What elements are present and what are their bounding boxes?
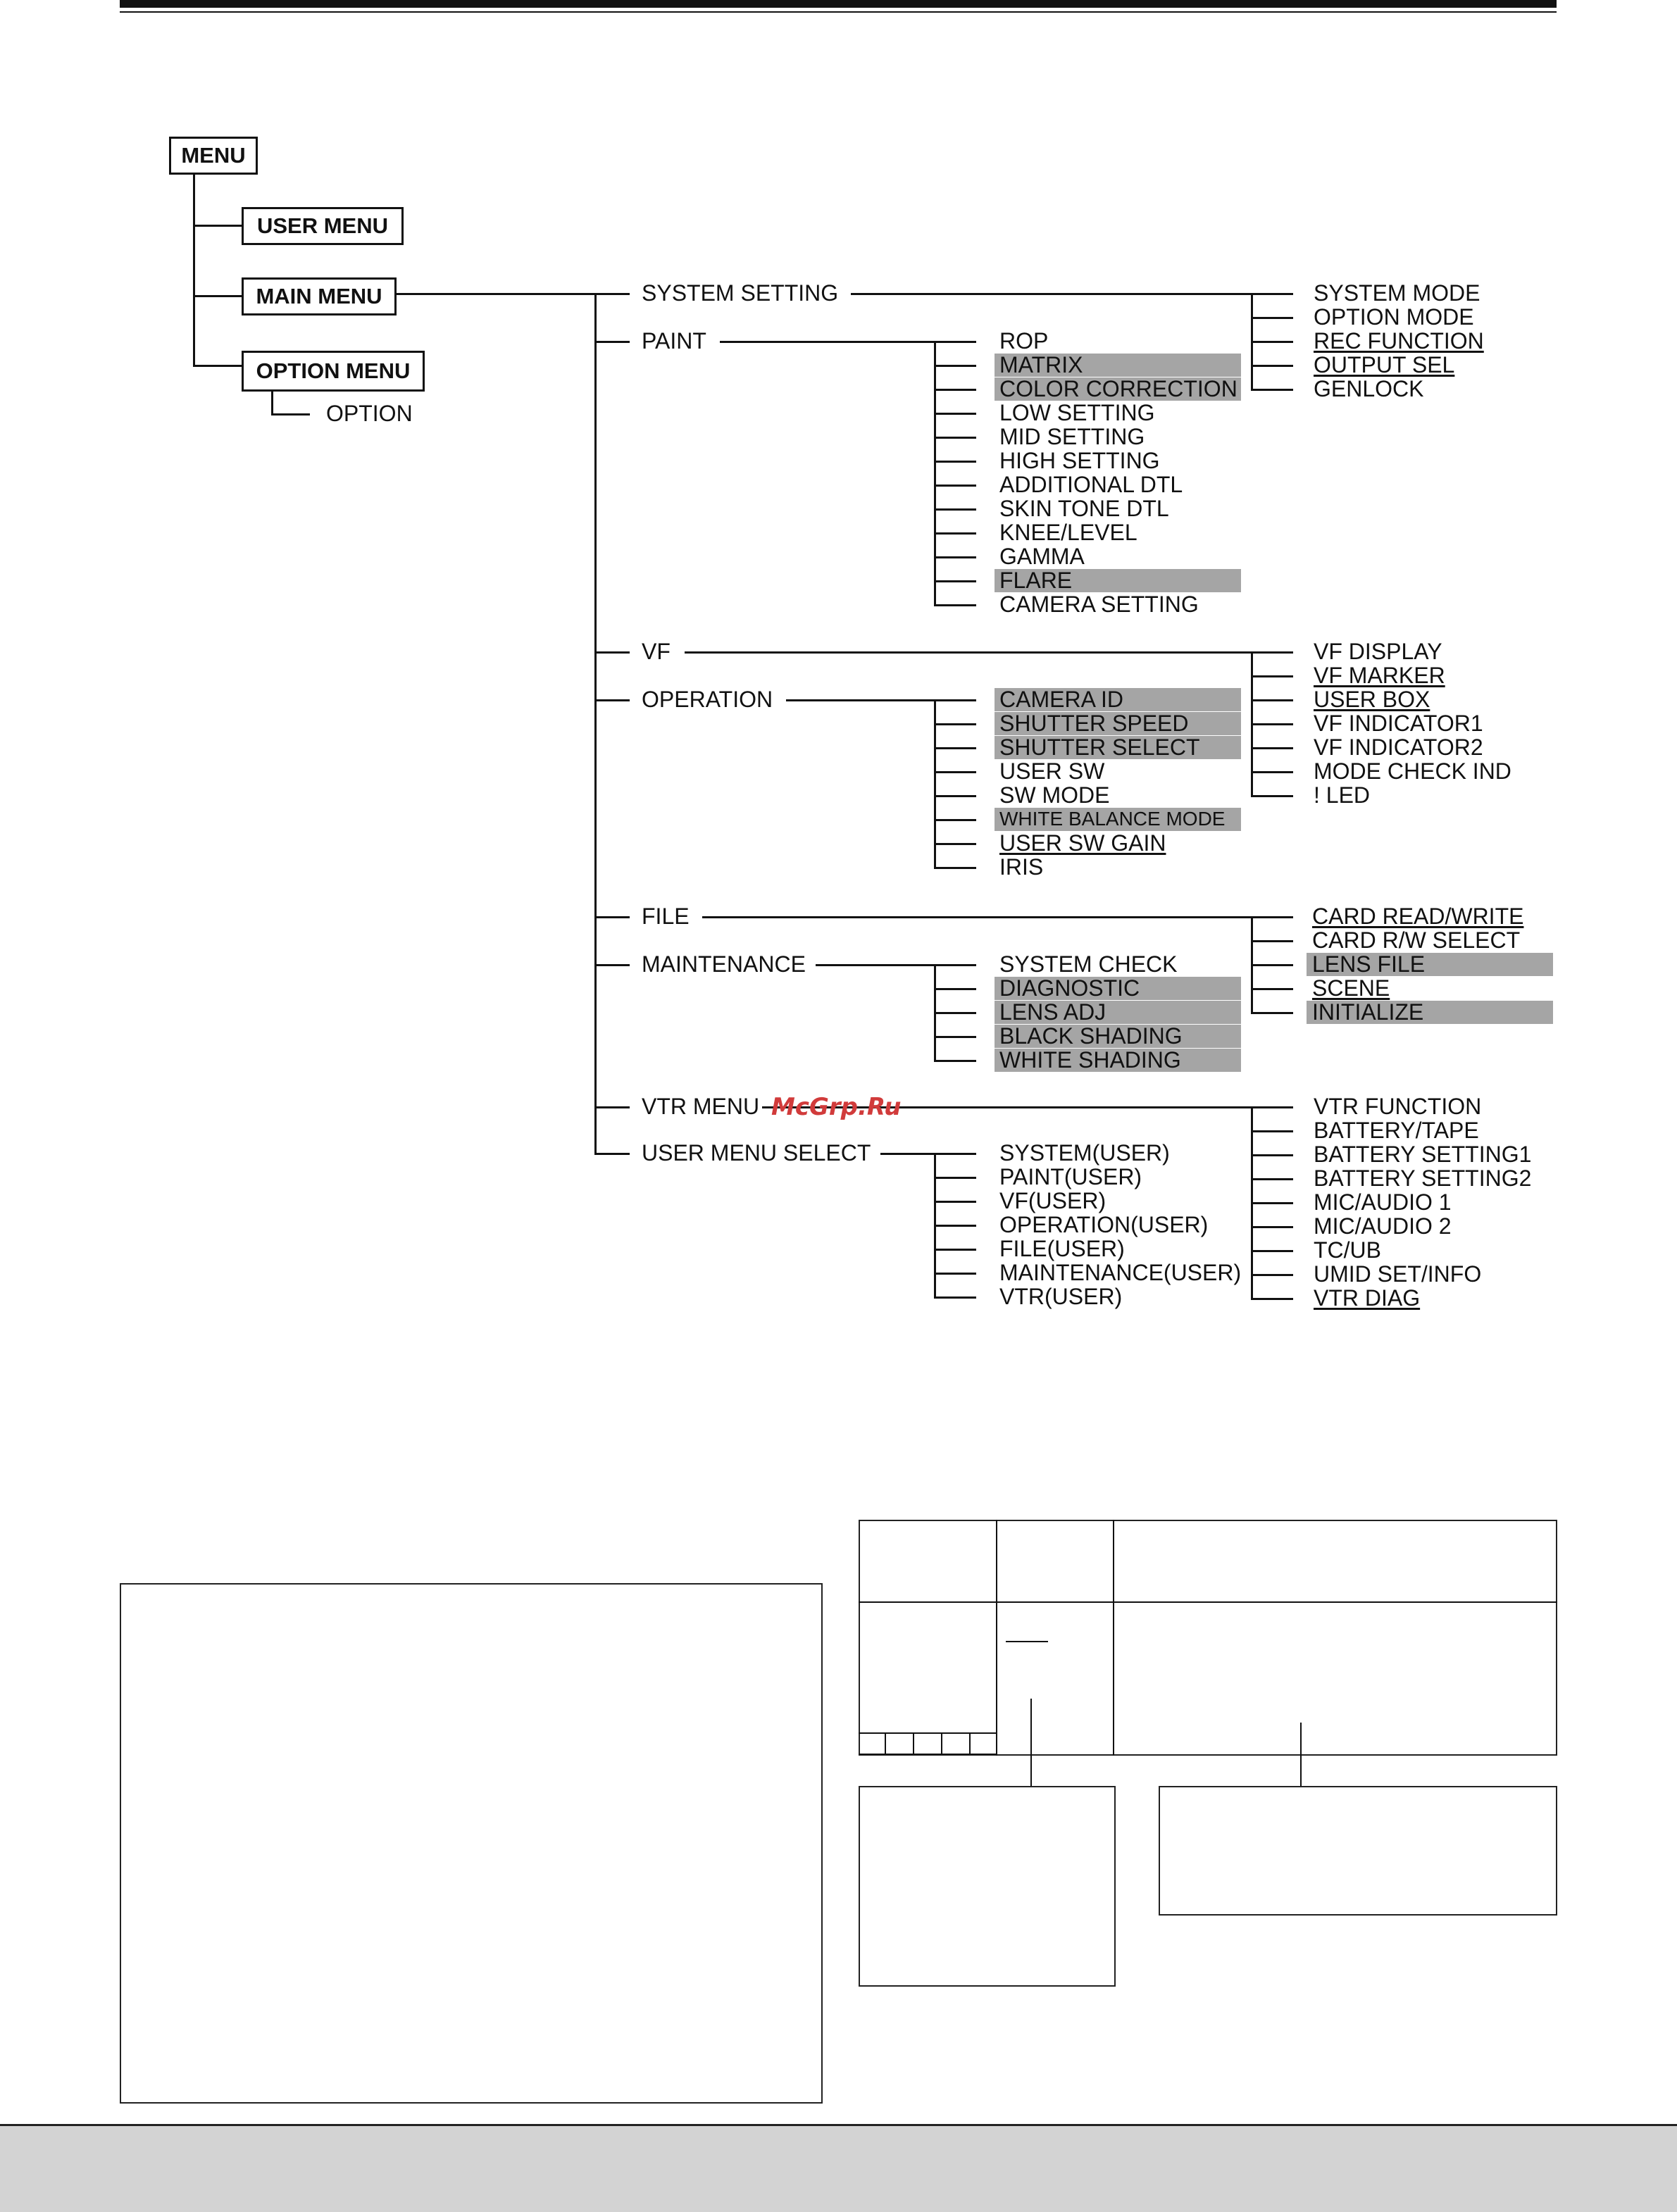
vtr-sub-tick [1251,1226,1293,1228]
vf-sub-item[interactable]: VF MARKER [1314,663,1445,688]
vtr-sub-item[interactable]: BATTERY SETTING1 [1314,1142,1532,1167]
vf-sub-tick [1251,795,1293,797]
paint-sub-tick [934,485,976,487]
vtr-sub-item[interactable]: BATTERY/TAPE [1314,1118,1479,1143]
paint-sub-item[interactable]: COLOR CORRECTION [999,376,1238,401]
note-box [120,1583,823,2104]
user-select-sub-item[interactable]: OPERATION(USER) [999,1212,1209,1237]
operation-sub-tick [934,795,976,797]
maintenance-sub-tick [934,1060,976,1062]
paint-sub-bracket [934,341,936,606]
operation-sub-item[interactable]: WHITE BALANCE MODE [999,808,1226,830]
user-select-sub-item[interactable]: SYSTEM(USER) [999,1140,1170,1166]
system-sub-item[interactable]: OPTION MODE [1314,304,1474,330]
file-sub-item[interactable]: CARD R/W SELECT [1312,927,1521,953]
file-sub-tick [1251,964,1293,966]
table-frame [859,1520,1557,1756]
vtr-sub-tick [1251,1130,1293,1132]
paint-sub-tick [934,461,976,463]
user-select-sub-item[interactable]: VTR(USER) [999,1284,1123,1309]
operation-sub-item[interactable]: USER SW [999,758,1105,784]
paint-sub-item[interactable]: CAMERA SETTING [999,592,1199,617]
system-sub-item[interactable]: SYSTEM MODE [1314,280,1480,306]
user-select-sub-tick [934,1153,976,1155]
option-menu-box[interactable]: OPTION MENU [242,351,425,392]
system-sub-tick [1251,389,1293,391]
system-sub-tick [1251,365,1293,367]
maintenance-sub-item[interactable]: WHITE SHADING [999,1047,1181,1073]
file-sub-item[interactable]: LENS FILE [1312,951,1426,977]
vf-sub-item[interactable]: ! LED [1314,782,1371,808]
vf-sub-tick [1251,747,1293,749]
top-rule [120,0,1557,8]
operation-sub-tick [934,699,976,701]
user-select-sub-tick [934,1225,976,1227]
main-item-maintenance[interactable]: MAINTENANCE [642,951,806,977]
paint-sub-item[interactable]: GAMMA [999,544,1085,569]
callout-box-right [1159,1786,1557,1916]
vtr-sub-item[interactable]: MIC/AUDIO 2 [1314,1213,1452,1239]
main-item-operation[interactable]: OPERATION [642,687,773,712]
operation-sub-item[interactable]: CAMERA ID [999,687,1124,712]
file-sub-item[interactable]: SCENE [1312,975,1390,1001]
vtr-sub-tick [1251,1178,1293,1180]
vtr-sub-item[interactable]: BATTERY SETTING2 [1314,1166,1532,1191]
vf-sub-tick [1251,723,1293,725]
maintenance-sub-tick [934,1012,976,1014]
user-select-sub-item[interactable]: MAINTENANCE(USER) [999,1260,1242,1285]
root-trunk [193,175,195,366]
vf-sub-item[interactable]: USER BOX [1314,687,1430,712]
operation-sub-tick [934,723,976,725]
maintenance-sub-tick [934,964,976,966]
paint-sub-tick [934,556,976,558]
vf-sub-tick [1251,699,1293,701]
option-item[interactable]: OPTION [326,401,413,426]
file-sub-tick [1251,1012,1293,1014]
paint-sub-tick [934,508,976,511]
main-item-system-setting[interactable]: SYSTEM SETTING [642,280,839,306]
vtr-sub-item[interactable]: VTR FUNCTION [1314,1094,1482,1119]
page-footer [0,2124,1677,2212]
operation-sub-tick [934,747,976,749]
paint-sub-tick [934,580,976,582]
operation-sub-item[interactable]: SHUTTER SPEED [999,711,1189,736]
paint-sub-tick [934,413,976,415]
maintenance-sub-item[interactable]: LENS ADJ [999,999,1106,1025]
vtr-sub-item[interactable]: UMID SET/INFO [1314,1261,1482,1287]
vf-sub-tick [1251,771,1293,773]
system-sub-tick [1251,341,1293,343]
user-select-sub-tick [934,1273,976,1275]
operation-sub-item[interactable]: USER SW GAIN [999,830,1166,856]
vtr-sub-item[interactable]: VTR DIAG [1314,1285,1421,1311]
operation-sub-item[interactable]: IRIS [999,854,1044,880]
paint-sub-item[interactable]: KNEE/LEVEL [999,520,1137,545]
maintenance-sub-tick [934,988,976,990]
watermark: McGrp.Ru [771,1093,902,1121]
operation-sub-tick [934,843,976,845]
paint-sub-item[interactable]: LOW SETTING [999,400,1155,425]
paint-sub-item[interactable]: ROP [999,328,1049,354]
callout-box-left [859,1786,1116,1987]
paint-sub-tick [934,532,976,535]
file-sub-tick [1251,988,1293,990]
main-menu-box[interactable]: MAIN MENU [242,277,397,315]
operation-sub-item[interactable]: SW MODE [999,782,1110,808]
vf-sub-item[interactable]: VF INDICATOR1 [1314,711,1483,736]
maintenance-sub-item[interactable]: BLACK SHADING [999,1023,1183,1049]
main-item-user-menu-select[interactable]: USER MENU SELECT [642,1140,871,1166]
vtr-sub-tick [1251,1106,1293,1108]
user-select-sub-tick [934,1249,976,1251]
vtr-sub-tick [1251,1274,1293,1276]
vf-sub-item[interactable]: MODE CHECK IND [1314,758,1511,784]
paint-sub-item[interactable]: ADDITIONAL DTL [999,472,1183,497]
paint-sub-tick [934,341,976,343]
user-select-sub-item[interactable]: FILE(USER) [999,1236,1125,1261]
file-sub-item[interactable]: CARD READ/WRITE [1312,904,1524,929]
vf-sub-tick [1251,651,1293,654]
vtr-sub-tick [1251,1202,1293,1204]
system-sub-item[interactable]: GENLOCK [1314,376,1424,401]
paint-sub-item[interactable]: MID SETTING [999,424,1145,449]
vf-sub-item[interactable]: VF INDICATOR2 [1314,735,1483,760]
user-select-sub-tick [934,1177,976,1179]
vtr-sub-item[interactable]: MIC/AUDIO 1 [1314,1189,1452,1215]
main-item-vf[interactable]: VF [642,639,671,664]
paint-sub-item[interactable]: SKIN TONE DTL [999,496,1169,521]
paint-sub-item[interactable]: FLARE [999,568,1073,593]
paint-sub-item[interactable]: HIGH SETTING [999,448,1160,473]
operation-sub-tick [934,771,976,773]
paint-sub-tick [934,365,976,367]
vf-sub-item[interactable]: VF DISPLAY [1314,639,1442,664]
maintenance-sub-item[interactable]: DIAGNOSTIC [999,975,1140,1001]
user-select-sub-item[interactable]: VF(USER) [999,1188,1106,1213]
user-select-sub-item[interactable]: PAINT(USER) [999,1164,1142,1189]
main-item-vtr-menu[interactable]: VTR MENU [642,1094,760,1119]
operation-sub-tick [934,819,976,821]
paint-sub-item[interactable]: MATRIX [999,352,1083,377]
paint-sub-tick [934,604,976,606]
system-sub-item[interactable]: OUTPUT SEL [1314,352,1455,377]
vtr-sub-item[interactable]: TC/UB [1314,1237,1381,1263]
file-sub-tick [1251,916,1293,918]
vtr-sub-tick [1251,1154,1293,1156]
system-sub-tick [1251,293,1293,295]
system-sub-tick [1251,317,1293,319]
system-sub-item[interactable]: REC FUNCTION [1314,328,1484,354]
operation-sub-tick [934,867,976,869]
maintenance-sub-item[interactable]: SYSTEM CHECK [999,951,1178,977]
main-item-file[interactable]: FILE [642,904,690,929]
main-to-trunk [397,293,601,295]
maintenance-sub-tick [934,1036,976,1038]
user-select-sub-tick [934,1201,976,1203]
file-sub-item[interactable]: INITIALIZE [1312,999,1424,1025]
main-item-paint[interactable]: PAINT [642,328,706,354]
vtr-sub-tick [1251,1298,1293,1300]
user-select-sub-tick [934,1296,976,1299]
file-sub-tick [1251,940,1293,942]
vf-sub-tick [1251,675,1293,677]
main-trunk [594,293,597,1154]
paint-sub-tick [934,389,976,391]
user-menu-box[interactable]: USER MENU [242,207,404,245]
top-rule-thin [120,11,1557,13]
operation-sub-item[interactable]: SHUTTER SELECT [999,735,1200,760]
vtr-sub-tick [1251,1250,1293,1252]
menu-box[interactable]: MENU [169,137,258,175]
paint-sub-tick [934,437,976,439]
